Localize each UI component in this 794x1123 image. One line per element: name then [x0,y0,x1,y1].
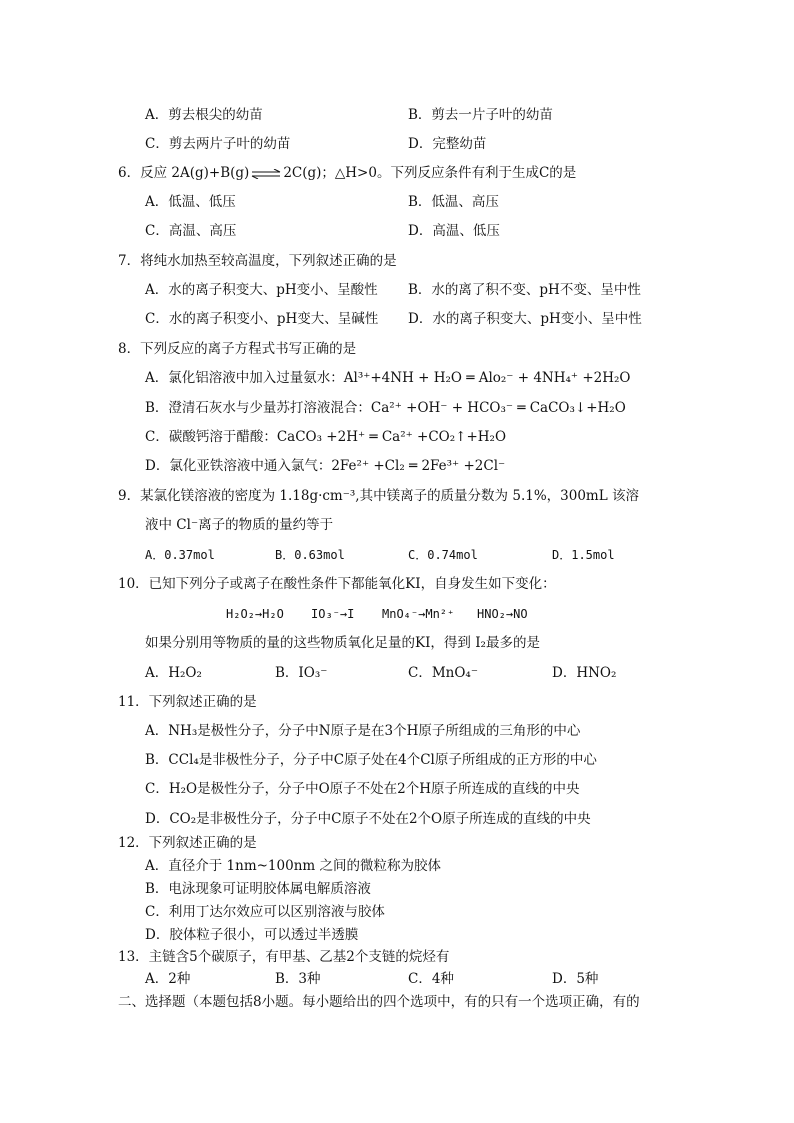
q11-option-d: D．CO₂是非极性分子，分子中C原子不处在2个O原子所连成的直线的中央 [145,811,591,827]
section-2-heading: 二、选择题（本题包括8小题。每小题给出的四个选项中，有的只有一个选项正确，有的 [118,994,640,1010]
q8-option-a: A．氯化铝溶液中加入过量氨水：Al³⁺+4NH + H₂O ═ Alo₂⁻ + 4NH₄⁺ +2H₂O [145,370,631,386]
q11-option-b: B．CCl₄是非极性分子，分子中C原子处在4个Cl原子所组成的正方形的中心 [145,752,597,768]
q12-option-b: B．电泳现象可证明胶体属电解质溶液 [145,881,371,897]
q6-option-c: C．高温、高压 [145,223,237,239]
q7-option-c: C．水的离子积变小、pH变大、呈碱性 [145,311,379,327]
q6-option-d: D．高温、低压 [408,223,500,239]
q6-option-b: B．低温、高压 [408,194,499,210]
q10-option-b: B．IO₃⁻ [275,665,328,681]
q13-stem: 13．主链含5个碳原子，有甲基、乙基2个支链的烷烃有 [118,949,450,965]
q10-change: H₂O₂→H₂O [226,607,284,621]
q8-option-c: C．碳酸钙溶于醋酸：CaCO₃ +2H⁺ ═ Ca²⁺ +CO₂↑+H₂O [145,429,507,445]
q10-change: MnO₄⁻→Mn²⁺ [382,607,455,621]
q7-option-b: B．水的离了积不变、pH不变、呈中性 [408,282,641,298]
q13-option-c: C．4种 [408,971,454,987]
q5-option-b: B．剪去一片子叶的幼苗 [408,107,553,123]
q6-stem [118,164,576,182]
q6-option-a: A．低温、低压 [145,194,236,210]
q12-stem: 12．下列叙述正确的是 [118,835,257,851]
q9-option-d: D．1.5mol [552,548,615,562]
q6-stem-post: 2C(g)；△H>0。下列反应条件有利于生成C的是 [283,165,577,181]
q10-change: IO₃⁻→I [311,607,355,621]
q10-option-c: C．MnO₄⁻ [408,665,478,681]
q8-option-b: B．澄清石灰水与少量苏打溶液混合：Ca²⁺ +OH⁻ + HCO₃⁻ ═ CaCO₃↓+H₂O [145,400,626,416]
q12-option-c: C．利用丁达尔效应可以区别溶液与胶体 [145,904,385,920]
q13-option-a: A．2种 [145,971,191,987]
q11-option-c: C．H₂O是极性分子，分子中O原子不处在2个H原子所连成的直线的中央 [145,781,580,797]
q7-stem: 7．将纯水加热至较高温度，下列叙述正确的是 [118,253,397,269]
equilibrium-arrow-icon [251,169,281,179]
q13-option-b: B．3种 [275,971,321,987]
q8-option-d: D．氯化亚铁溶液中通入氯气：2Fe²⁺ +Cl₂ ═ 2Fe³⁺ +2Cl⁻ [145,458,506,474]
q10-option-d: D．HNO₂ [552,665,617,681]
q10-change: HNO₂→NO [477,607,528,621]
q9-stem-line1: 9．某氯化镁溶液的密度为 1.18g·cm⁻³,其中镁离子的质量分数为 5.1%，300mL 该溶 [118,488,639,504]
q12-option-d: D．胶体粒子很小，可以透过半透膜 [145,927,359,943]
q5-option-c: C．剪去两片子叶的幼苗 [145,136,291,152]
q12-option-a: A．直径介于 1nm~100nm 之间的微粒称为胶体 [145,858,441,874]
q11-option-a: A．NH₃是极性分子，分子中N原子是在3个H原子所组成的三角形的中心 [145,723,581,739]
q7-option-a: A．水的离子积变大、pH变小、呈酸性 [145,282,378,298]
q10-option-a: A．H₂O₂ [145,665,202,681]
q5-option-d: D．完整幼苗 [408,136,487,152]
q9-stem-line2: 液中 Cl⁻离子的物质的量约等于 [145,517,334,533]
q10-stem: 10．已知下列分子或离子在酸性条件下都能氧化KI，自身发生如下变化： [118,576,556,592]
q9-option-a: A．0.37mol [145,548,215,562]
q10-stem-line2: 如果分别用等物质的量的这些物质氧化足量的KI，得到 I₂最多的是 [145,635,540,651]
q11-stem: 11．下列叙述正确的是 [118,694,257,710]
q9-option-b: B．0.63mol [275,548,345,562]
q6-stem-pre: 6．反应 2A(g)+B(g) [118,165,250,181]
q9-option-c: C．0.74mol [408,548,478,562]
q13-option-d: D．5种 [552,971,599,987]
q5-option-a: A．剪去根尖的幼苗 [145,107,263,123]
q8-stem: 8．下列反应的离子方程式书写正确的是 [118,341,357,357]
q7-option-d: D．水的离子积变大、pH变小、呈中性 [408,311,642,327]
